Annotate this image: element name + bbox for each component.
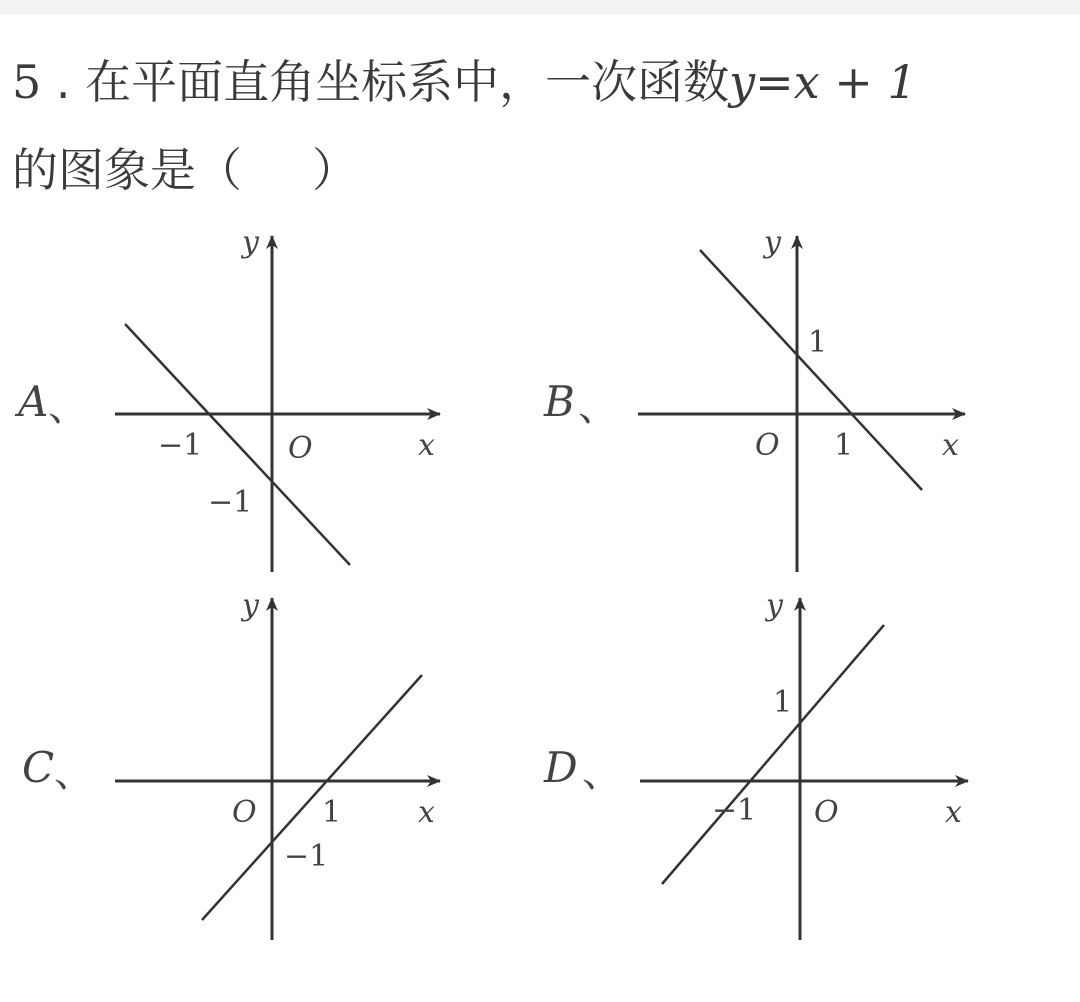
option-d-graph[interactable] [543,588,968,940]
option-b-origin-label: O [755,428,780,463]
option-a-y-label: y [242,225,259,260]
option-d-separator: 、 [582,750,622,796]
option-a-letter: A [18,377,49,426]
option-c-x-label: x [418,795,435,830]
option-d-letter: D [544,743,578,792]
option-b-letter: B [544,377,575,426]
option-b-tick-y: 1 [808,325,828,360]
option-c-graph[interactable] [22,588,440,940]
option-b-graph[interactable] [543,225,965,572]
option-d-function-line [662,625,884,884]
function-plus: + [834,55,873,109]
option-a-tick-x: −1 [158,428,203,463]
option-d-y-label: y [766,588,783,623]
question-number: 5 [12,55,42,109]
option-c-letter: C [22,743,55,792]
option-c-y-label: y [242,588,259,623]
question-stem: 在平面直角坐标系中，一次函数 [85,55,730,109]
option-c-separator: 、 [54,750,94,796]
function-one: 1 [887,55,917,109]
question-dot: . [55,55,71,109]
function-y: y [729,55,756,109]
option-c-tick-y: −1 [284,839,329,874]
option-d-x-label: x [945,795,962,830]
option-d-origin-label: O [814,795,839,830]
option-b-tick-x: 1 [834,428,854,463]
option-b-x-label: x [942,428,959,463]
question-close-paren: ） [312,143,358,197]
option-a-graph[interactable] [14,225,440,572]
option-a-x-label: x [418,428,435,463]
option-d-tick-x: −1 [712,793,757,828]
function-equals: = [755,55,794,109]
option-c-origin-label: O [232,795,257,830]
option-c-tick-x: 1 [322,795,342,830]
option-a-separator: 、 [48,384,88,430]
option-a-tick-y: −1 [208,485,253,520]
option-b-y-label: y [764,225,781,260]
option-b-function-line [700,250,922,490]
option-a-origin-label: O [288,431,313,466]
question-stem-2: 的图象是（ [12,143,242,197]
function-x: x [793,55,820,109]
option-d-tick-y: 1 [773,685,793,720]
option-b-separator: 、 [578,384,618,430]
